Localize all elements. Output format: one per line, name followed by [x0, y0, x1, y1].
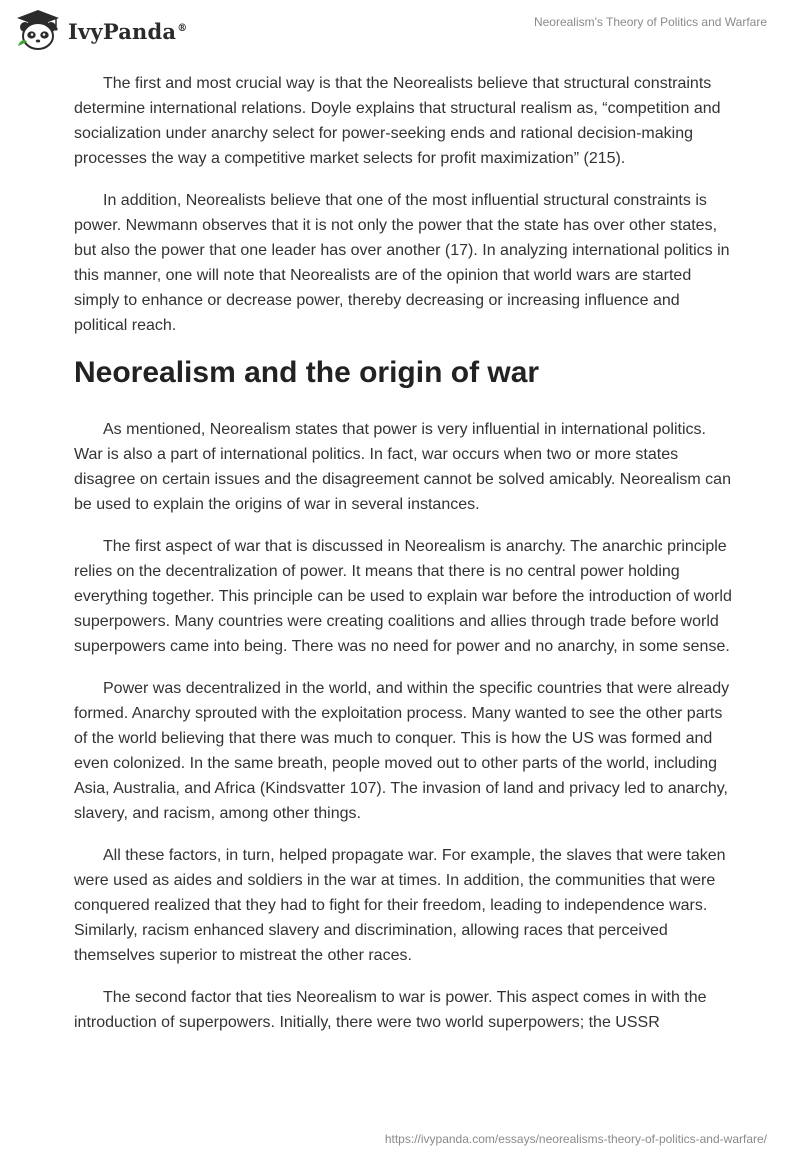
logo-text: [68, 19, 187, 44]
document-title: Neorealism's Theory of Politics and Warfare: [533, 15, 767, 29]
paragraph: The first aspect of war that is discussed in Neorealism is anarchy. The anarchic principle relies on the decentralization of power. It means that there is no central power holding everything together. This principle can be used to explain war before the introduction of world superpowers. Many countries were creating coalitions and allies through trade before world superpowers came into being. There was no need for power and no anarchy, in some sense.: [74, 538, 732, 655]
ivypanda-logo[interactable]: [14, 8, 187, 52]
page-header: [0, 0, 800, 60]
paragraph: The second factor that ties Neorealism to war is power. This aspect comes in with the introduction of superpowers. Initially, there were two world superpowers; the USSR: [74, 989, 707, 1031]
panda-graduate-icon: [14, 8, 62, 52]
article-body: [74, 71, 734, 1052]
paragraph: All these factors, in turn, helped propagate war. For example, the slaves that were taken were used as aides and soldiers in the war at times. In addition, the communities that were conquered realized that they had to fight for their freedom, leading to independence wars. Similarly, racism enhanced slavery and discrimination, allowing races that perceived themselves superior to mistreat the other races.: [74, 847, 726, 964]
paragraph: In addition, Neorealists believe that one of the most influential structural constraints is power. Newmann observes that it is not only the power that the state has over other states, but also the power that one leader has over another (17). In analyzing international politics in this manner, one will note that Neorealists are of the opinion that world wars are started simply to enhance or decrease power, thereby decreasing or increasing influence and political reach.: [74, 192, 730, 334]
paragraph: Power was decentralized in the world, and within the specific countries that were already formed. Anarchy sprouted with the exploitation process. Many wanted to see the other parts of the world believing that there was much to conquer. This is how the US was formed and even colonized. In the same breath, people moved out to other parts of the world, including Asia, Australia, and Africa (Kindsvatter 107). The invasion of land and privacy led to anarchy, slavery, and racism, among other things.: [74, 680, 730, 822]
logo-wordmark: IvyPanda: [68, 18, 177, 44]
section-heading: Neorealism and the origin of war: [74, 356, 540, 389]
paragraph: As mentioned, Neorealism states that power is very influential in international politics. War is also a part of international politics. In fact, war occurs when two or more states disagree on certain issues and the disagreement cannot be solved amicably. Neorealism can be used to explain the origins of war in several instances.: [74, 421, 731, 513]
registered-mark: ®: [177, 22, 188, 34]
source-url[interactable]: https://ivypanda.com/essays/neorealisms-theory-of-politics-and-warfare/: [384, 1132, 767, 1146]
paragraph: The first and most crucial way is that the Neorealists believe that structural constraints determine international relations. Doyle explains that structural realism as, “competition and socialization under anarchy select for power-seeking ends and rational decision-making processes the way a competitive market selects for profit maximization” (215).: [74, 75, 721, 167]
